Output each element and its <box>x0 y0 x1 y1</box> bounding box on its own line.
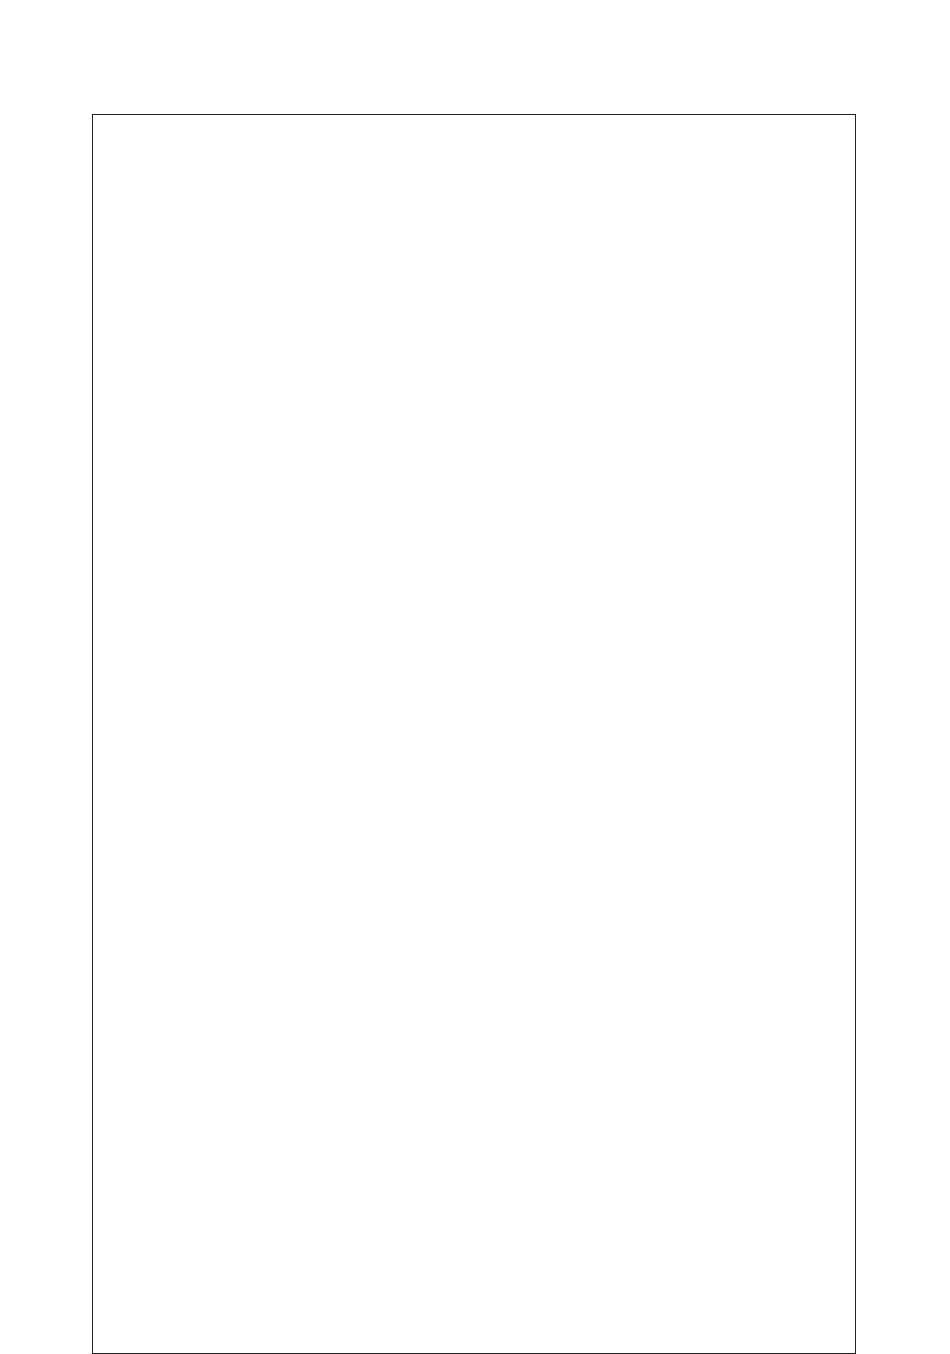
table-border <box>92 114 856 1354</box>
document-content <box>101 117 849 131</box>
